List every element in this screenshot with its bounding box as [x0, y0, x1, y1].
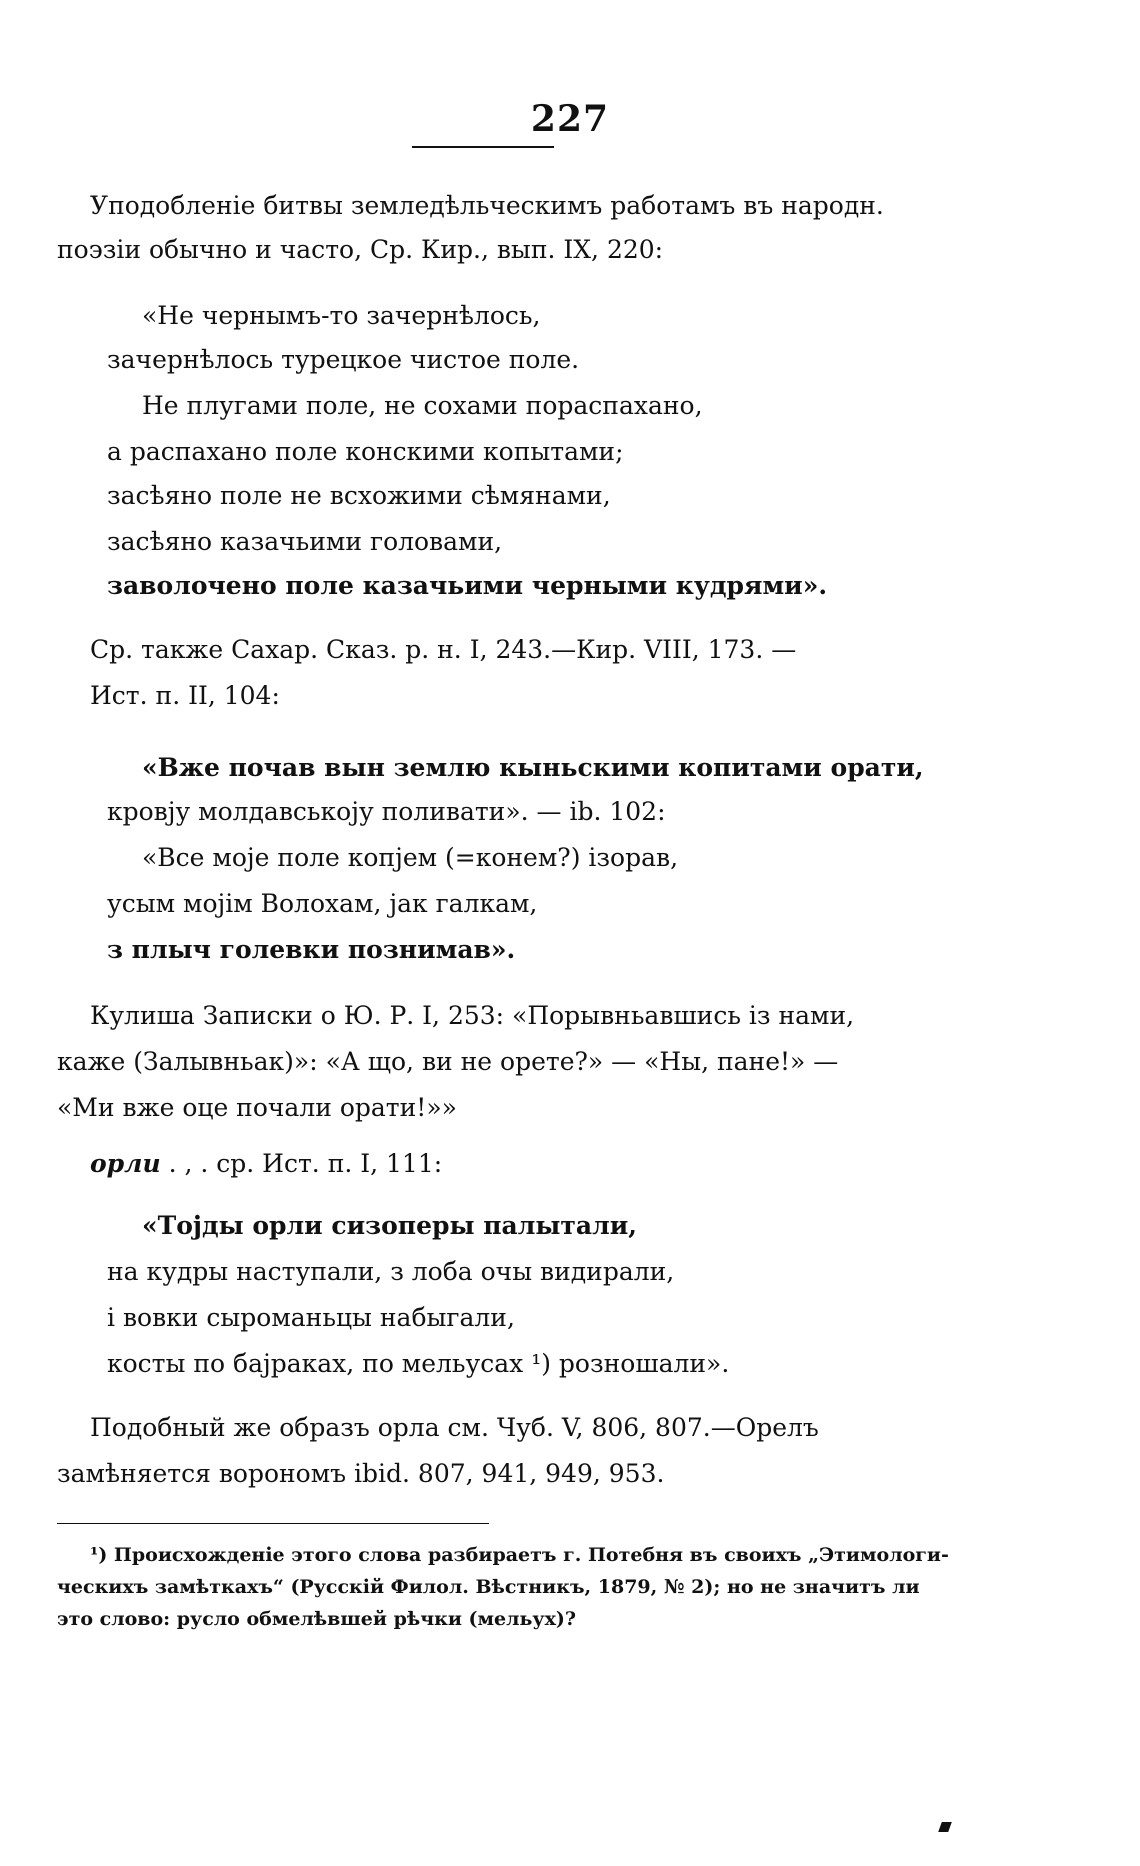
text-line: Уподобленіе битвы земледѣльческимъ работамъ въ народн.: [90, 191, 884, 220]
verse-line: засѣяно поле не всхожими сѣмянами,: [107, 481, 611, 510]
verse-line: з плыч голевки познимав».: [107, 935, 516, 964]
text-line: замѣняется ворономъ ibid. 807, 941, 949, 953.: [57, 1459, 665, 1488]
footnote-line: ¹) Происхожденіе этого слова разбираетъ г. Потебня въ своихъ „Этимологи-: [90, 1544, 949, 1566]
verse-line: заволочено поле казачьими черными кудрями».: [107, 571, 828, 600]
page-number-rule: [412, 146, 554, 148]
verse-line: зачернѣлось турецкое чистое поле.: [107, 345, 580, 374]
footnote-rule: [57, 1523, 489, 1524]
footnote-line: это слово: русло обмелѣвшей рѣчки (мельух)?: [57, 1608, 577, 1630]
verse-line: «Вже почав вын землю кыньскими копитами орати,: [142, 753, 924, 782]
verse-line: на кудры наступали, з лоба очы видирали,: [107, 1257, 675, 1286]
verse-line: усым мојім Волохам, јак галкам,: [107, 889, 538, 918]
text-line: Ср. также Сахар. Сказ. р. н. I, 243.—Кир. VIII, 173. —: [90, 635, 797, 664]
verse-line: «Тојды орли сизоперы палытали,: [142, 1211, 637, 1240]
text-line: поэзіи обычно и часто, Ср. Кир., вып. IX, 220:: [57, 235, 664, 264]
text-line: каже (Залывньак)»: «А що, ви не орете?» — «Ны, пане!» —: [57, 1047, 839, 1076]
text-line: «Ми вже оце почали орати!»»: [57, 1093, 457, 1122]
text-line: Ист. п. II, 104:: [90, 681, 280, 710]
reference-text: . , . ср. Ист. п. I, 111:: [160, 1149, 443, 1178]
text-line: [90, 1148, 442, 1180]
scan-mark: [938, 1822, 952, 1832]
verse-line: кровју молдавськоју поливати». — ib. 102:: [107, 797, 666, 826]
italic-term: орли: [90, 1149, 161, 1178]
verse-line: «Не чернымъ-то зачернѣлось,: [142, 301, 541, 330]
verse-line: і вовки сыроманьцы набыгали,: [107, 1303, 515, 1332]
text-line: Кулиша Записки о Ю. Р. I, 253: «Порывньавшись із нами,: [90, 1001, 855, 1030]
verse-line: Не плугами поле, не сохами пораспахано,: [142, 391, 703, 420]
page-number: 227: [530, 98, 610, 140]
verse-line: «Все моје поле копјем (=конем?) ізорав,: [142, 843, 679, 872]
verse-line: а распахано поле конскими копытами;: [107, 437, 624, 466]
verse-line: косты по бајраках, по мельусах ¹) розношали».: [107, 1349, 730, 1378]
footnote-line: ческихъ замѣткахъ“ (Русскій Филол. Вѣстникъ, 1879, № 2); но не значитъ ли: [57, 1576, 920, 1598]
verse-line: засѣяно казачьими головами,: [107, 527, 503, 556]
text-line: Подобный же образъ орла см. Чуб. V, 806, 807.—Орелъ: [90, 1413, 819, 1442]
